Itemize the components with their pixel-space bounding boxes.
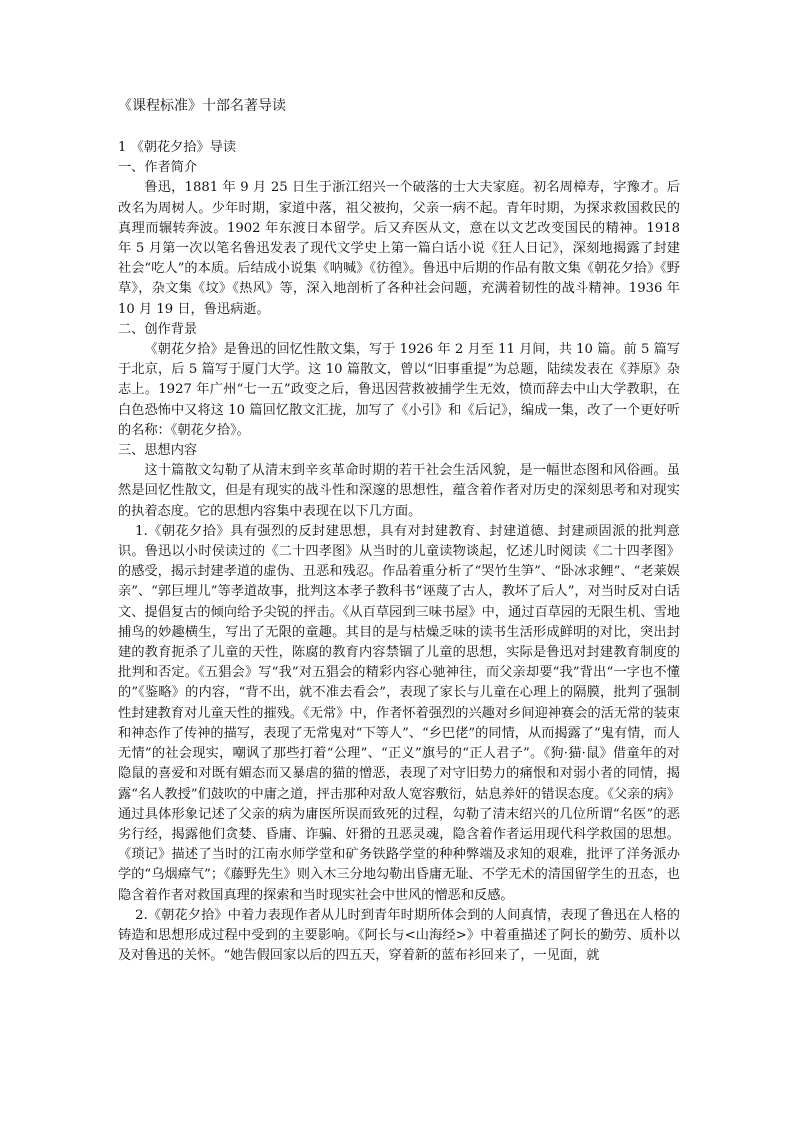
paragraph-point-2: 2.《朝花夕拾》中着力表现作者从儿时到青年时期所体会到的人间真情，表现了鲁迅在人格的铸造和思想形成过程中受到的主要影响。《阿长与<山海经>》中着重描述了阿长的勤劳、质朴以及对鲁迅的关怀。“她告假回家以后的四五天，穿着新的蓝布衫回来了，一见面，就	[118, 907, 680, 964]
heading-content: 三、思想内容	[118, 443, 198, 459]
paragraph-point-1: 1.《朝花夕拾》具有强烈的反封建思想，具有对封建教育、封建道德、封建顽固派的批判意识。鲁迅以小时侯读过的《二十四孝图》从当时的儿童读物谈起，忆述儿时阅读《二十四孝图》的感受，揭示封建孝道的虚伪、丑恶和残忍。作品着重分析了“哭竹生笋”、“卧冰求鲤”、“老莱娱亲”、“郭巨埋儿”等孝道故事，批判这本孝子教科书“诬蔑了古人，教坏了后人”，对当时反对白话文、提倡复古的倾向给予尖锐的抨击。《从百草园到三味书屋》中，通过百草园的无限生机、雪地捕鸟的妙趣横生，写出了无限的童趣。其目的是与枯燥乏味的读书生活形成鲜明的对比，突出封建的教育扼杀了儿童的天性，陈腐的教育内容禁锢了儿童的思想，实际是鲁迅对封建教育制度的批判和否定。《五猖会》写“我”对五猖会的精彩内容心驰神往，而父亲却要“我”背出“一字也不懂的”《鉴略》的内容，“背不出，就不准去看会”，表现了家长与儿童在心理上的隔膜，批判了强制性封建教育对儿童天性的摧残。《无常》中，作者怀着强烈的兴趣对乡间迎神赛会的活无常的装束和神态作了传神的描写，表现了无常鬼对“下等人”、“乡巴佬”的同情，从而揭露了“鬼有情，而人无情”的社会现实，嘲讽了那些打着“公理”、“正义”旗号的“正人君子”。《狗·猫·鼠》借童年的对隐鼠的喜爱和对既有媚态而又暴虐的猫的憎恶，表现了对守旧势力的痛恨和对弱小者的同情，揭露“名人教授”们鼓吹的中庸之道，抨击那种对敌人宽容敷衍，姑息养奸的错误态度。《父亲的病》通过具体形象记述了父亲的病为庸医所误而致死的过程，勾勒了清末绍兴的几位所谓“名医”的恶劣行经，揭露他们贪婪、昏庸、诈骗、奸猾的丑恶灵魂，隐含着作者运用现代科学救国的思想。《琐记》描述了当时的江南水师学堂和矿务铁路学堂的种种弊端及求知的艰难，批评了洋务派办学的“乌烟瘴气”；《藤野先生》则入木三分地勾勒出昏庸无耻、不学无术的清国留学生的丑态，也隐含着作者对救国真理的探索和当时现实社会中世风的憎恶和反感。	[118, 523, 680, 903]
spacer	[118, 116, 680, 138]
document-title: 《课程标准》十部名著导读	[118, 98, 286, 114]
heading-author-intro: 一、作者简介	[118, 160, 198, 176]
heading-background: 二、创作背景	[118, 321, 198, 337]
paragraph-author-intro: 鲁迅，1881 年 9 月 25 日生于浙江绍兴一个破落的士大夫家庭。初名周樟寿，字豫才。后改名为周树人。少年时期，家道中落，祖父被拘，父亲一病不起。青年时期，为探求救国救民的真理而辗转奔波。1902 年东渡日本留学。后又弃医从文，意在以文艺改变国民的精神。1918 年 5 月第一次以笔名鲁迅发表了现代文学史上第一篇白话小说《狂人日记》，深刻地揭露了封建社会“吃人”的本质。后结成小说集《呐喊》《彷徨》。鲁迅中后期的作品有散文集《朝花夕拾》《野草》，杂文集《坟》《热风》等，深入地剖析了各种社会问题，充满着韧性的战斗精神。1936 年 10 月 19 日，鲁迅病逝。	[118, 180, 680, 317]
paragraph-background: 《朝花夕拾》是鲁迅的回忆性散文集，写于 1926 年 2 月至 11 月间，共 10 篇。前 5 篇写于北京，后 5 篇写于厦门大学。这 10 篇散文，曾以“旧事重提”为总题，陆续发表在《莽原》杂志上。1927 年广州“七一五”政变之后，鲁迅因营救被捕学生无效，愤而辞去中山大学教职，在白色恐怖中又将这 10 篇回忆散文汇拢，加写了《小引》和《后记》，编成一集，改了一个更好听的名称：《朝花夕拾》。	[118, 342, 680, 438]
document-page	[118, 96, 680, 966]
paragraph-content-intro: 这十篇散文勾勒了从清末到辛亥革命时期的若干社会生活风貌，是一幅世态图和风俗画。虽然是回忆性散文，但是有现实的战斗性和深邃的思想性，蕴含着作者对历史的深刻思考和对现实的执着态度。它的思想内容集中表现在以下几方面。	[118, 463, 680, 519]
section-title: 1 《朝花夕拾》导读	[118, 140, 237, 155]
